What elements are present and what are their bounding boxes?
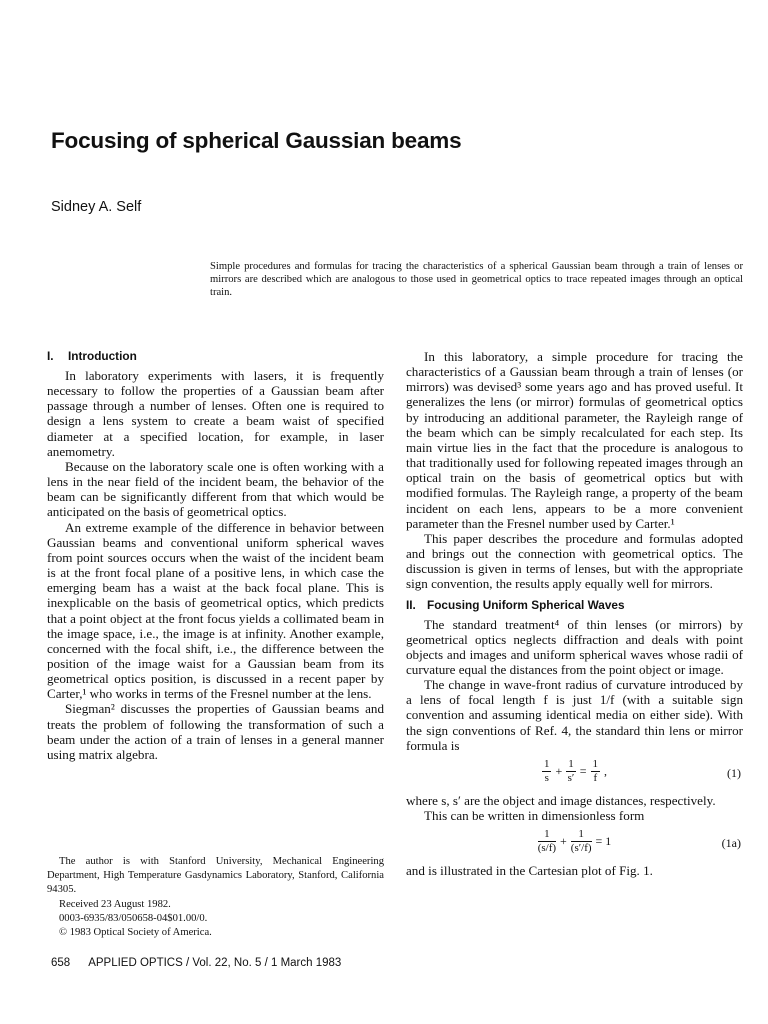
paragraph: In this laboratory, a simple procedure for tracing the characteristics of a Gaussian beam through a train of lenses (or mirrors) was devised³ some years ago and has proved useful. It generalizes the lens (or mirror) formulas of geometrical optics by introducing an additional parameter, the Rayleigh range of the beam which can be simply recalculated for each step. Its main virtue lies in the fact that the procedure is analogous to that traditionally used for following repeated images through an optical train on the basis of geometrical optics but with modified formulas. The Rayleigh range, a property of the beam incident on each lens, appears to be a more convenient parameter than the Fresnel number used by Carter.¹ xyxy=(406,349,743,531)
section-number: I. xyxy=(47,349,54,363)
eq1-plus: + xyxy=(555,763,563,778)
paragraph: Siegman² discusses the properties of Gaussian beams and treats the problem of following the transformation of such a beam under the action of a train of lenses in a general manner using matrix algebra. xyxy=(47,701,384,762)
eq1-term2-numerator: 1 xyxy=(568,757,574,770)
eq1a-term1-numerator: 1 xyxy=(538,828,556,842)
paragraph: and is illustrated in the Cartesian plot of Fig. 1. xyxy=(406,863,653,879)
paragraph: This paper describes the procedure and formulas adopted and brings out the connection with geometrical optics. The discussion is given in terms of lenses, but with the appropriate sign convention, the results apply equally well for mirrors. xyxy=(406,530,743,592)
equation-1a xyxy=(406,826,743,860)
section-title: Introduction xyxy=(68,349,137,363)
footnote-code: 0003-6935/83/050658-04$01.00/0. xyxy=(59,912,208,924)
paragraph: The standard treatment⁴ of thin lenses (or mirrors) by geometrical optics neglects diffraction and deals with point objects and images and uniform spherical waves whose radii of curvature equal the distances from the point object or image. xyxy=(406,616,743,677)
page-footer xyxy=(51,957,341,969)
section-heading xyxy=(47,349,384,364)
paragraph: The change in wave-front radius of curvature introduced by a lens of focal length f is just 1/f (with a suitable sign convention and assuming identical media on either side). With the sign conventions of Ref. 4, the standard thin lens or mirror formula is xyxy=(406,677,743,753)
equation-number: (1a) xyxy=(721,836,741,851)
paragraph: Because on the laboratory scale one is often working with a lens in the near field of the incident beam, the behavior of the beam can be significantly different from that which would be anticipated on the basis of geometrical optics. xyxy=(47,458,384,520)
footnote-received: Received 23 August 1982. xyxy=(59,898,171,910)
section-title: Focusing Uniform Spherical Waves xyxy=(427,597,625,612)
eq1a-term2-denominator: (s′/f) xyxy=(570,842,592,855)
eq1-term1-denominator: s xyxy=(544,771,549,784)
eq1-comma: , xyxy=(604,763,608,778)
section-number: II. xyxy=(406,597,416,612)
abstract: Simple procedures and formulas for tracing the characteristics of a spherical Gaussian beam through a train of lenses or mirrors are described which are analogous to those used in geometrical optics to trace repeated images through an optical train. xyxy=(210,261,743,299)
eq1a-term2-numerator: 1 xyxy=(571,828,592,842)
section-heading xyxy=(406,598,743,613)
footnote-copyright: © 1983 Optical Society of America. xyxy=(59,927,212,939)
eq1a-term1-denominator: (s/f) xyxy=(537,842,557,855)
right-column xyxy=(406,349,743,878)
eq1-term3-denominator: f xyxy=(593,771,598,784)
equation-number: (1) xyxy=(727,765,741,780)
paragraph: In laboratory experiments with lasers, it is frequently necessary to follow the properties of a Gaussian beam after passage through a number of lenses. Often one is required to design a lens system to create a beam waist of specified diameter at a specified location, for example, in laser anemometry. xyxy=(47,368,384,459)
eq1-term2-denominator: s′ xyxy=(567,771,575,784)
eq1a-rhs: = 1 xyxy=(595,834,612,849)
author-footnote xyxy=(47,855,384,940)
page-number: 658 xyxy=(51,957,71,969)
left-column xyxy=(47,349,384,762)
footnote-affiliation: The author is with Stanford University, Mechanical Engineering Department, High Temperature Gasdynamics Laboratory, Stanford, California 94305. xyxy=(47,856,384,896)
paper-title: Focusing of spherical Gaussian beams xyxy=(51,128,462,153)
eq1-term1-numerator: 1 xyxy=(543,757,550,770)
eq1a-plus: + xyxy=(560,834,567,849)
paragraph: This can be written in dimensionless form xyxy=(424,808,645,824)
eq1-equals: = xyxy=(579,763,587,778)
journal-citation: APPLIED OPTICS / Vol. 22, No. 5 / 1 March 1983 xyxy=(88,957,342,969)
equation-1 xyxy=(406,756,743,790)
paragraph: where s, s′ are the object and image distances, respectively. xyxy=(406,792,716,808)
author-name: Sidney A. Self xyxy=(51,199,142,215)
paragraph: An extreme example of the difference in behavior between Gaussian beams and conventional uniform spherical waves from point sources occurs when the waist of the incident beam is at the front focal plane of a positive lens, in which case the emerging beam has a waist at the back focal plane. This is inexplicable on the basis of geometrical optics, which predicts that a point object at the front focus yields a collimated beam in the image space, i.e., the image is at infinity. Another example, concerned with the focal shift, i.e., the difference between the position of the image waist for a Gaussian beam from its geometrical optics position, is discussed in a recent paper by Carter,¹ who works in terms of the Fresnel number at the lens. xyxy=(47,519,384,702)
eq1-term3-numerator: 1 xyxy=(592,757,599,770)
